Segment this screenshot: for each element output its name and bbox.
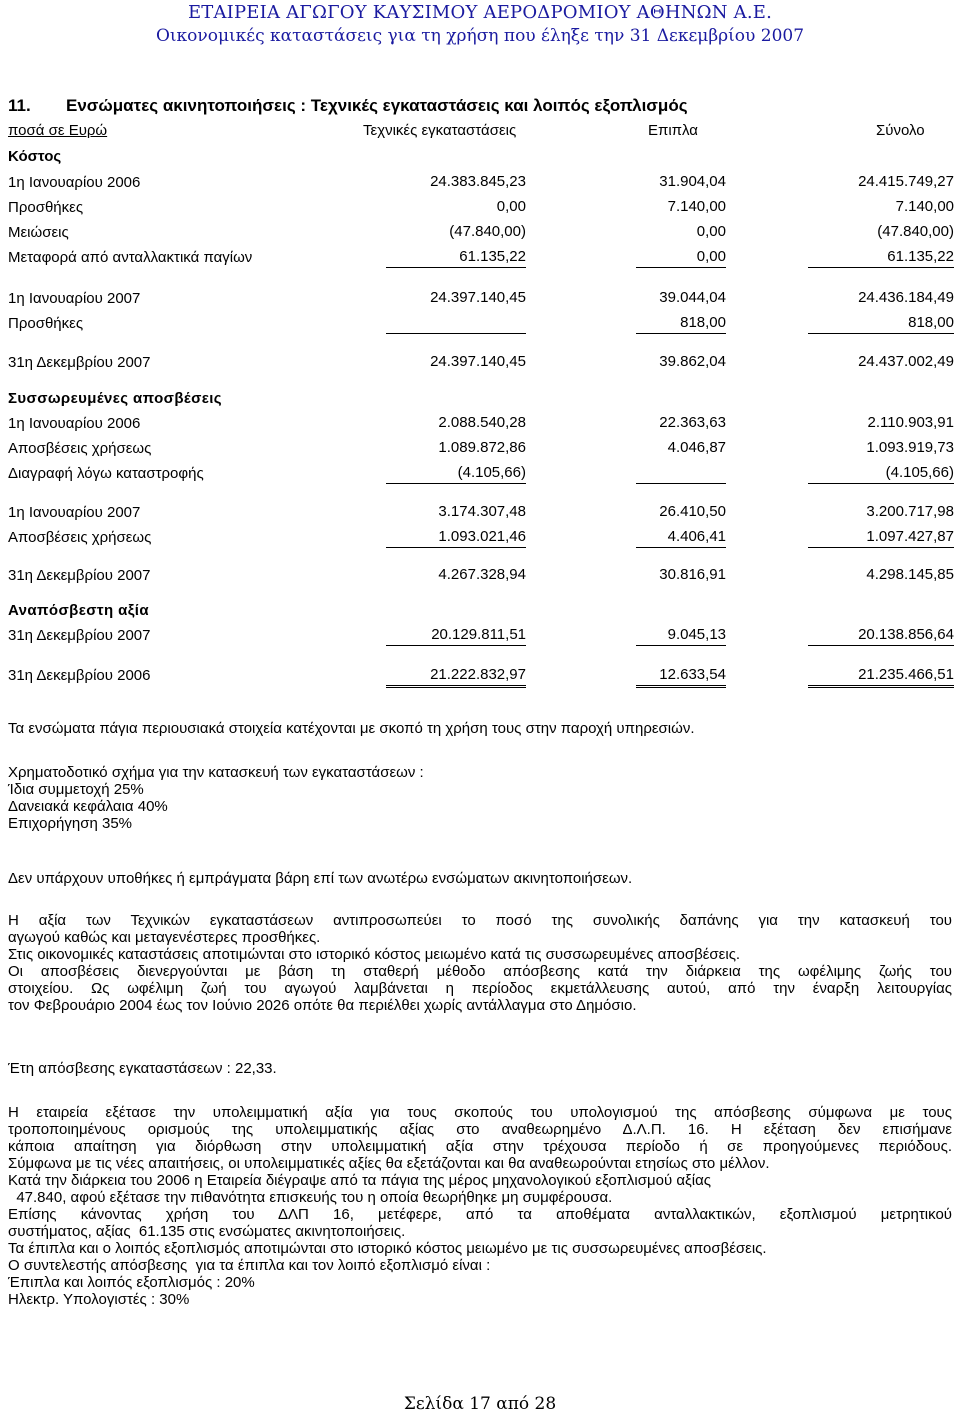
value-furniture: 39.862,04: [659, 353, 726, 370]
note-valuation: [8, 912, 952, 1014]
note-line: Χρηματοδοτικό σχήμα για την κατασκευή των εγκαταστάσεων :: [8, 764, 424, 781]
currency-label: ποσά σε Ευρώ: [8, 122, 108, 139]
value-installations: 24.397.140,45: [430, 353, 526, 370]
table-row: [8, 527, 954, 549]
section-number: 11.: [8, 96, 31, 115]
value-furniture: 4.046,87: [667, 439, 726, 456]
value-furniture: 818,00: [636, 313, 726, 334]
company-name: ΕΤΑΙΡΕΙΑ ΑΓΩΓΟΥ ΚΑΥΣΙΜΟΥ ΑΕΡΟΔΡΟΜΙΟΥ ΑΘΗΝΩΝ Α.Ε.: [187, 2, 773, 23]
value-furniture: 9.045,13: [636, 625, 726, 646]
row-label: 31η Δεκεμβρίου 2007: [8, 567, 151, 584]
value-total: 1.093.919,73: [866, 439, 954, 456]
note-line: Η εταιρεία εξέτασε την υπολειμματική αξία για τους σκοπούς του υπολογισμού της απόσβεσης σύμφωνα με τους: [8, 1104, 952, 1121]
note-line: Ίδια συμμετοχή 25%: [8, 781, 144, 798]
section-heading: [8, 96, 688, 116]
row-label: 1η Ιανουαρίου 2007: [8, 290, 141, 307]
note-line: Τα ενσώματα πάγια περιουσιακά στοιχεία κατέχονται με σκοπό τη χρήση τους στην παροχή υπηρεσιών.: [8, 720, 695, 737]
value-furniture: 22.363,63: [659, 414, 726, 431]
note-financing: [8, 764, 952, 832]
row-label: Προσθήκες: [8, 199, 84, 216]
column-header-installations: Τεχνικές εγκαταστάσεις: [363, 122, 517, 139]
table-row: [8, 502, 954, 524]
table-row: [8, 172, 954, 194]
table-row: [8, 222, 954, 244]
value-total: 818,00: [808, 313, 954, 334]
row-label: Μεταφορά από ανταλλακτικά παγίων: [8, 249, 253, 266]
value-furniture: 26.410,50: [659, 503, 726, 520]
column-header-furniture: Επιπλα: [648, 122, 698, 139]
table-row: [8, 463, 954, 485]
value-total: 24.437.002,49: [858, 353, 954, 370]
value-total: 21.235.466,51: [808, 665, 954, 688]
value-furniture: 4.406,41: [636, 527, 726, 548]
table-header: [8, 120, 954, 142]
note-line: Οι αποσβέσεις διενεργούνται με βάση τη σταθερή μέθοδο απόσβεσης κατά την διάρκεια της ωφέλιμης ζωής του: [8, 963, 952, 980]
depreciation-heading-row: [8, 388, 954, 410]
value-installations: 4.267.328,94: [438, 566, 526, 583]
note-line: τροποποιημένους ορισμούς της υπολειμματικής αξίας στο αναθεωρημένο Δ.Λ.Π. 16. Η εξέταση δεν επισήμανε: [8, 1121, 952, 1138]
note-line: 47.840, αφού εξέτασε την πιθανότητα επισκευής του η οποία θεωρήθηκε μη συμφέρουσα.: [8, 1189, 613, 1206]
note-encumbrances: [8, 870, 952, 887]
cost-heading-row: [8, 146, 954, 168]
note-residual-value: [8, 1104, 952, 1308]
row-label: Προσθήκες: [8, 315, 84, 332]
table-row: [8, 665, 954, 687]
row-label: Αποσβέσεις χρήσεως: [8, 529, 152, 546]
note-line: Κατά την διάρκεια του 2006 η Εταιρεία διέγραψε από τα πάγια της μέρος μηχανολογικού εξοπλισμού αξίας: [8, 1172, 711, 1189]
row-label: 1η Ιανουαρίου 2006: [8, 415, 141, 432]
table-row: [8, 413, 954, 435]
value-total: 20.138.856,64: [808, 625, 954, 646]
note-depreciation-years: [8, 1060, 952, 1077]
note-line: Στις οικονομικές καταστάσεις αποτιμώνται στο ιστορικό κόστος μειωμένο κατά τις συσσωρευμένες αποσβέσεις.: [8, 946, 741, 963]
cost-heading: Κόστος: [8, 148, 62, 165]
table-row: [8, 352, 954, 374]
value-furniture: 30.816,91: [659, 566, 726, 583]
column-header-total: Σύνολο: [876, 122, 925, 139]
note-line: Σύμφωνα με τις νέες απαιτήσεις, οι υπολειμματικές αξίες θα εξετάζονται και θα αναθεωρούνται ετησίως στο μέλλον.: [8, 1155, 770, 1172]
value-installations: 2.088.540,28: [438, 414, 526, 431]
note-line: Ο συντελεστής απόσβεσης για τα έπιπλα και τον λοιπό εξοπλισμό είναι :: [8, 1257, 491, 1274]
nbv-heading-row: [8, 600, 954, 622]
value-installations: 3.174.307,48: [438, 503, 526, 520]
value-total: 1.097.427,87: [808, 527, 954, 548]
value-total: 7.140,00: [895, 198, 954, 215]
note-line: Δεν υπάρχουν υποθήκες ή εμπράγματα βάρη επί των ανωτέρω ενσώματων ακινητοποιήσεων.: [8, 870, 633, 887]
note-line: τον Φεβρουάριο 2004 έως τον Ιούνιο 2026 οπότε θα περιέλθει χωρίς αντάλλαγμα στο Δημόσιο.: [8, 997, 637, 1014]
note-line: Έπιπλα και λοιπός εξοπλισμός : 20%: [8, 1274, 255, 1291]
row-label: 31η Δεκεμβρίου 2007: [8, 354, 151, 371]
value-total: 4.298.145,85: [866, 566, 954, 583]
value-installations: 24.397.140,45: [430, 289, 526, 306]
value-total: 3.200.717,98: [866, 503, 954, 520]
value-furniture: 7.140,00: [667, 198, 726, 215]
note-line: Έτη απόσβεσης εγκαταστάσεων : 22,33.: [8, 1060, 277, 1077]
value-installations: 1.093.021,46: [386, 527, 526, 548]
note-purpose: [8, 720, 952, 737]
value-total: (4.105,66): [808, 463, 954, 484]
value-installations: [386, 313, 526, 334]
value-installations: 61.135,22: [386, 247, 526, 268]
note-line: Τα έπιπλα και ο λοιπός εξοπλισμός αποτιμώνται στο ιστορικό κόστος μειωμένο με τις συσσωρευμένες αποσβέσεις.: [8, 1240, 767, 1257]
note-line: κάποια απαίτηση για διόρθωση στην υπολειμματική αξία στην τρέχουσα περίοδο ή σε προηγούμενες περιόδους.: [8, 1138, 952, 1155]
value-total: 24.436.184,49: [858, 289, 954, 306]
value-total: 61.135,22: [808, 247, 954, 268]
row-label: 1η Ιανουαρίου 2006: [8, 174, 141, 191]
row-label: Αποσβέσεις χρήσεως: [8, 440, 152, 457]
table-row: [8, 565, 954, 587]
value-total: (47.840,00): [877, 223, 954, 240]
note-line: Επιχορήγηση 35%: [8, 815, 133, 832]
value-installations: 24.383.845,23: [430, 173, 526, 190]
table-row: [8, 313, 954, 335]
note-line: συστήματος, αξίας 61.135 στις ενσώματες ακινητοποιήσεις.: [8, 1223, 406, 1240]
value-total: 2.110.903,91: [867, 414, 954, 431]
table-row: [8, 625, 954, 647]
value-installations: 0,00: [496, 198, 526, 215]
row-label: 1η Ιανουαρίου 2007: [8, 504, 141, 521]
report-subtitle: Οικονομικές καταστάσεις για τη χρήση που έληξε την 31 Δεκεμβρίου 2007: [155, 26, 805, 46]
row-label: Μειώσεις: [8, 224, 69, 241]
row-label: Διαγραφή λόγω καταστροφής: [8, 465, 204, 482]
note-line: στοιχείου. Ως ωφέλιμη ζωή του αγωγού λαμβάνεται η περίοδος εκμετάλλευσης αυτού, από την έναρξη λειτουργίας: [8, 980, 952, 997]
row-label: 31η Δεκεμβρίου 2007: [8, 627, 151, 644]
value-furniture: [636, 463, 726, 484]
note-line: αγωγού καθώς και μεταγενέστερες προσθήκες.: [8, 929, 321, 946]
page-number: Σελίδα 17 από 28: [403, 1394, 557, 1414]
table-row: [8, 247, 954, 269]
value-furniture: 12.633,54: [636, 665, 726, 688]
note-line: Ηλεκτρ. Υπολογιστές : 30%: [8, 1291, 190, 1308]
table-row: [8, 288, 954, 310]
note-line: Επίσης κάνοντας χρήση του ΔΛΠ 16, μετέφερε, από τα αποθέματα ανταλλακτικών, εξοπλισμού μετρητικού: [8, 1206, 952, 1223]
value-installations: 21.222.832,97: [386, 665, 526, 688]
value-furniture: 39.044,04: [659, 289, 726, 306]
nbv-heading: Αναπόσβεστη αξία: [8, 602, 149, 619]
table-row: [8, 197, 954, 219]
value-installations: (47.840,00): [449, 223, 526, 240]
value-furniture: 0,00: [636, 247, 726, 268]
section-title: Ενσώματες ακινητοποιήσεις : Τεχνικές εγκαταστάσεις και λοιπός εξοπλισμός: [66, 96, 688, 115]
row-label: 31η Δεκεμβρίου 2006: [8, 667, 151, 684]
value-total: 24.415.749,27: [858, 173, 954, 190]
note-line: Η αξία των Τεχνικών εγκαταστάσεων αντιπροσωπεύει το ποσό της συνολικής δαπάνης για την κατασκευή του: [8, 912, 952, 929]
value-installations: 1.089.872,86: [438, 439, 526, 456]
value-furniture: 0,00: [696, 223, 726, 240]
note-line: Δανειακά κεφάλαια 40%: [8, 798, 168, 815]
table-row: [8, 438, 954, 460]
depreciation-heading: Συσσωρευμένες αποσβέσεις: [8, 390, 223, 407]
value-installations: (4.105,66): [386, 463, 526, 484]
value-installations: 20.129.811,51: [386, 625, 526, 646]
value-furniture: 31.904,04: [659, 173, 726, 190]
